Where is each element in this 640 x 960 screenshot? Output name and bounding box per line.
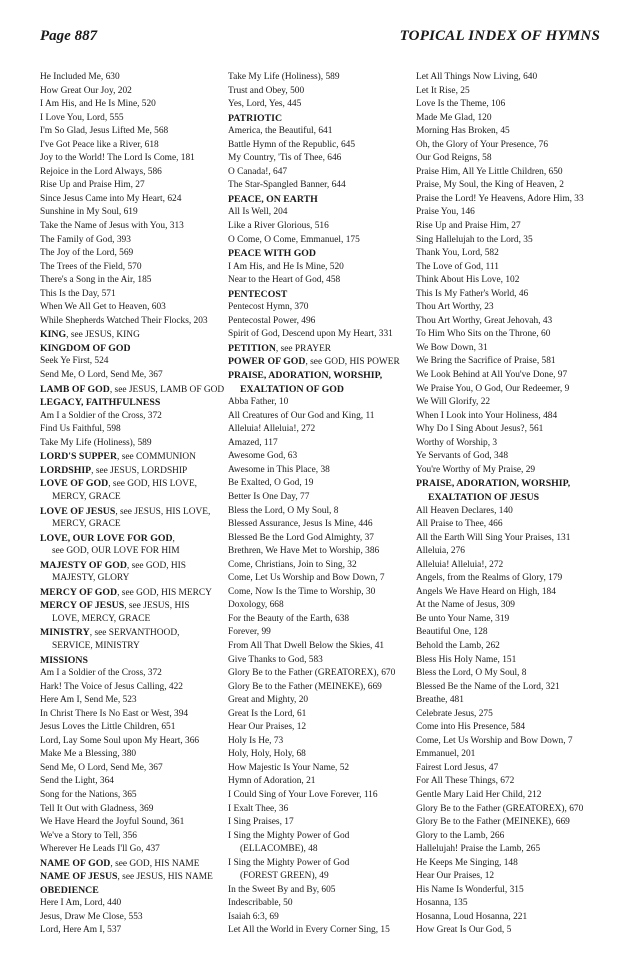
index-entry: Awesome God, 63 bbox=[228, 451, 298, 462]
index-entry: Alleluia, 276 bbox=[416, 546, 465, 557]
index-entry: Here I Am, Lord, 440 bbox=[40, 898, 122, 909]
topic-heading-text: MERCY OF GOD bbox=[40, 586, 118, 598]
index-entry: Lord, Lay Some Soul upon My Heart, 366 bbox=[40, 735, 200, 746]
index-entry: Give Thanks to God, 583 bbox=[228, 654, 323, 665]
index-entry: The Love of God, 111 bbox=[416, 261, 499, 272]
index-entry: Let All Things Now Living, 640 bbox=[416, 72, 538, 82]
index-entry: Amazed, 117 bbox=[228, 437, 278, 448]
topic-heading-text: PRAISE, ADORATION, WORSHIP, bbox=[228, 370, 383, 382]
topic-heading-text: LOVE OF JESUS bbox=[40, 505, 116, 517]
index-entry: Forever, 99 bbox=[228, 627, 271, 638]
index-entry: We Have Heard the Joyful Sound, 361 bbox=[40, 817, 185, 828]
index-entry: His Name Is Wonderful, 315 bbox=[416, 884, 524, 895]
index-entry: Hear Our Praises, 12 bbox=[228, 722, 307, 733]
topic-heading bbox=[40, 396, 228, 410]
index-entry: All Is Well, 204 bbox=[228, 207, 288, 218]
index-entry: Angels We Have Heard on High, 184 bbox=[416, 586, 556, 597]
index-entry: Sing Hallelujah to the Lord, 35 bbox=[416, 234, 533, 245]
index-entry: Behold the Lamb, 262 bbox=[416, 640, 500, 651]
index-entry: Praise You, 146 bbox=[416, 207, 475, 218]
index-entry: For All These Things, 672 bbox=[416, 776, 515, 787]
index-entry: The Family of God, 393 bbox=[40, 234, 131, 245]
index-entry: Blessed Be the Lord God Almighty, 37 bbox=[228, 532, 374, 543]
index-entry: Wherever He Leads I'll Go, 437 bbox=[40, 844, 160, 855]
index-entry: Morning Has Broken, 45 bbox=[416, 126, 510, 137]
topic-heading-text: PETITION bbox=[228, 342, 276, 354]
topic-heading-text: LORD'S SUPPER bbox=[40, 451, 118, 463]
index-entry: In Christ There Is No East or West, 394 bbox=[40, 708, 189, 719]
index-entry: Great and Mighty, 20 bbox=[228, 695, 309, 706]
topic-heading bbox=[416, 477, 610, 491]
cross-reference: , see GOD, HIS bbox=[126, 560, 187, 571]
index-entry-continuation: (ELLACOMBE), 48 bbox=[240, 844, 318, 855]
index-entry: I Could Sing of Your Love Forever, 116 bbox=[228, 789, 378, 800]
page-number: Page 887 bbox=[40, 28, 98, 44]
index-entry: I Am His, and He Is Mine, 520 bbox=[228, 261, 344, 272]
index-entry-continuation: MERCY, GRACE bbox=[52, 519, 121, 530]
topic-heading-text: LOVE OF GOD bbox=[40, 478, 109, 490]
index-entry: He Included Me, 630 bbox=[40, 72, 120, 82]
topic-heading-text: MAJESTY OF GOD bbox=[40, 559, 127, 571]
topic-heading bbox=[228, 112, 416, 126]
cross-reference: , bbox=[172, 533, 175, 544]
index-entry: Rise Up and Praise Him, 27 bbox=[40, 180, 145, 191]
index-entry: In the Sweet By and By, 605 bbox=[228, 884, 336, 895]
index-entry: The Trees of the Field, 570 bbox=[40, 261, 142, 272]
index-entry: Trust and Obey, 500 bbox=[228, 85, 305, 96]
index-entry: Pentecost Hymn, 370 bbox=[228, 302, 309, 313]
index-entry: Great Is the Lord, 61 bbox=[228, 708, 307, 719]
index-entry: Thou Art Worthy, Great Jehovah, 43 bbox=[416, 315, 553, 326]
cross-reference: , see JESUS, KING bbox=[66, 330, 140, 341]
index-entry: Take My Life (Holiness), 589 bbox=[228, 72, 340, 82]
index-entry: I Am His, and He Is Mine, 520 bbox=[40, 99, 156, 110]
index-entry: Take My Life (Holiness), 589 bbox=[40, 437, 152, 448]
index-entry: All Praise to Thee, 466 bbox=[416, 519, 503, 530]
index-entry: America, the Beautiful, 641 bbox=[228, 126, 333, 137]
topic-heading bbox=[40, 884, 228, 898]
index-entry: I'm So Glad, Jesus Lifted Me, 568 bbox=[40, 126, 169, 137]
page-header bbox=[40, 28, 600, 50]
index-entry: Rejoice in the Lord Always, 586 bbox=[40, 166, 162, 177]
cross-reference: , see JESUS, LORDSHIP bbox=[91, 465, 188, 476]
topic-heading-text: LORDSHIP bbox=[40, 464, 92, 476]
topic-heading bbox=[228, 247, 416, 261]
index-entry: How Great Our Joy, 202 bbox=[40, 85, 132, 96]
index-entry: Come, Let Us Worship and Bow Down, 7 bbox=[416, 735, 573, 746]
topic-heading bbox=[40, 654, 228, 668]
index-entry: There's a Song in the Air, 185 bbox=[40, 275, 152, 286]
index-entry: Hallelujah! Praise the Lamb, 265 bbox=[416, 844, 541, 855]
cross-reference: , see GOD, HIS LOVE, bbox=[108, 479, 198, 490]
index-entry: Send the Light, 364 bbox=[40, 776, 114, 787]
index-entry: I Sing Praises, 17 bbox=[228, 817, 294, 828]
topic-heading bbox=[40, 505, 228, 519]
topic-heading bbox=[40, 559, 228, 573]
index-entry-continuation: see GOD, OUR LOVE FOR HIM bbox=[52, 546, 180, 557]
index-entry: Beautiful One, 128 bbox=[416, 627, 488, 638]
topic-heading bbox=[40, 342, 228, 356]
index-entry: Come, Christians, Join to Sing, 32 bbox=[228, 559, 357, 570]
topic-heading bbox=[416, 491, 610, 505]
topic-heading bbox=[40, 383, 228, 397]
topic-heading-text: MINISTRY bbox=[40, 627, 90, 639]
topic-heading-text: MISSIONS bbox=[40, 654, 88, 666]
index-entry: I Exalt Thee, 36 bbox=[228, 803, 289, 814]
cross-reference: , see SERVANTHOOD, bbox=[89, 628, 180, 639]
index-entry: Jesus, Draw Me Close, 553 bbox=[40, 911, 143, 922]
topic-heading-text: EXALTATION OF GOD bbox=[240, 383, 344, 395]
index-entry: Hear Our Praises, 12 bbox=[416, 871, 495, 882]
cross-reference: , see GOD, HIS NAME bbox=[110, 858, 200, 869]
index-entry: Sunshine in My Soul, 619 bbox=[40, 207, 138, 218]
index-entry: Indescribable, 50 bbox=[228, 898, 293, 909]
page-title: TOPICAL INDEX OF HYMNS bbox=[399, 28, 600, 44]
topic-heading-text: NAME OF GOD bbox=[40, 857, 111, 869]
index-entry: Near to the Heart of God, 458 bbox=[228, 275, 341, 286]
index-entry: The Star-Spangled Banner, 644 bbox=[228, 180, 346, 191]
index-entry: Hark! The Voice of Jesus Calling, 422 bbox=[40, 681, 183, 692]
topic-heading-text: LOVE, OUR LOVE FOR GOD bbox=[40, 532, 173, 544]
index-entry: Jesus Loves the Little Children, 651 bbox=[40, 722, 176, 733]
index-entry: Brethren, We Have Met to Worship, 386 bbox=[228, 546, 380, 557]
index-entry: Better Is One Day, 77 bbox=[228, 491, 310, 502]
index-entry: For the Beauty of the Earth, 638 bbox=[228, 613, 350, 624]
index-entry: All Heaven Declares, 140 bbox=[416, 505, 513, 516]
topic-heading-text: PRAISE, ADORATION, WORSHIP, bbox=[416, 478, 571, 490]
index-entry: This Is the Day, 571 bbox=[40, 288, 116, 299]
topic-heading bbox=[40, 857, 228, 871]
index-entry-continuation: LOVE, MERCY, GRACE bbox=[52, 613, 151, 624]
index-entry: You're Worthy of My Praise, 29 bbox=[416, 464, 536, 475]
index-columns bbox=[40, 71, 610, 938]
index-entry: I Sing the Mighty Power of God bbox=[228, 830, 350, 841]
index-entry: We Bow Down, 31 bbox=[416, 342, 488, 353]
index-entry-continuation: MERCY, GRACE bbox=[52, 491, 121, 502]
index-entry: We Bring the Sacrifice of Praise, 581 bbox=[416, 356, 556, 367]
index-entry: Awesome in This Place, 38 bbox=[228, 464, 330, 475]
index-entry: To Him Who Sits on the Throne, 60 bbox=[416, 329, 551, 340]
index-entry: Bless the Lord, O My Soul, 8 bbox=[228, 505, 339, 516]
index-entry: Isaiah 6:3, 69 bbox=[228, 911, 279, 922]
index-entry: The Joy of the Lord, 569 bbox=[40, 248, 134, 259]
topic-heading bbox=[228, 369, 416, 383]
index-entry: Ye Servants of God, 348 bbox=[416, 451, 509, 462]
index-entry: Abba Father, 10 bbox=[228, 397, 289, 408]
index-entry: O Come, O Come, Emmanuel, 175 bbox=[228, 234, 360, 245]
index-entry: Come, Now Is the Time to Worship, 30 bbox=[228, 586, 376, 597]
index-entry: Fairest Lord Jesus, 47 bbox=[416, 762, 499, 773]
cross-reference: , see GOD, HIS MERCY bbox=[117, 587, 212, 598]
index-entry: Take the Name of Jesus with You, 313 bbox=[40, 221, 184, 232]
index-entry: Thou Art Worthy, 23 bbox=[416, 302, 494, 313]
index-entry: We've a Story to Tell, 356 bbox=[40, 830, 137, 841]
topic-heading bbox=[40, 532, 228, 546]
index-entry: Find Us Faithful, 598 bbox=[40, 424, 121, 435]
index-entry: Tell It Out with Gladness, 369 bbox=[40, 803, 154, 814]
index-entry: From All That Dwell Below the Skies, 41 bbox=[228, 640, 385, 651]
topic-heading-text: MERCY OF JESUS bbox=[40, 600, 125, 612]
index-entry: Be unto Your Name, 319 bbox=[416, 613, 510, 624]
topic-heading-text: PEACE WITH GOD bbox=[228, 248, 317, 260]
index-entry: Come, Let Us Worship and Bow Down, 7 bbox=[228, 573, 385, 584]
topic-heading bbox=[40, 450, 228, 464]
index-entry: Song for the Nations, 365 bbox=[40, 789, 137, 800]
topic-heading-text: KINGDOM OF GOD bbox=[40, 342, 131, 354]
index-entry: Glory Be to the Father (GREATOREX), 670 bbox=[228, 668, 396, 679]
index-entry: How Majestic Is Your Name, 52 bbox=[228, 762, 350, 773]
index-entry: O Canada!, 647 bbox=[228, 166, 288, 177]
cross-reference: , see JESUS, HIS bbox=[124, 601, 190, 612]
cross-reference: , see JESUS, LAMB OF GOD bbox=[109, 384, 225, 395]
index-entry: Joy to the World! The Lord Is Come, 181 bbox=[40, 153, 195, 164]
index-entry: Made Me Glad, 120 bbox=[416, 112, 492, 123]
index-entry: When I Look into Your Holiness, 484 bbox=[416, 410, 558, 421]
index-entry: Am I a Soldier of the Cross, 372 bbox=[40, 668, 162, 679]
index-entry: Battle Hymn of the Republic, 645 bbox=[228, 139, 356, 150]
topic-heading bbox=[40, 464, 228, 478]
topic-heading-text: LEGACY, FAITHFULNESS bbox=[40, 397, 161, 409]
index-entry: I've Got Peace like a River, 618 bbox=[40, 139, 159, 150]
index-entry: Let All the World in Every Corner Sing, 15 bbox=[228, 925, 390, 936]
index-entry: Gentle Mary Laid Her Child, 212 bbox=[416, 789, 542, 800]
topic-heading bbox=[228, 383, 416, 397]
index-entry: Hymn of Adoration, 21 bbox=[228, 776, 316, 787]
index-entry: Praise Him, All Ye Little Children, 650 bbox=[416, 166, 563, 177]
topic-heading-text: NAME OF JESUS bbox=[40, 871, 118, 883]
index-column-1 bbox=[40, 71, 228, 938]
index-entry: Let It Rise, 25 bbox=[416, 85, 470, 96]
index-entry: Blessed Assurance, Jesus Is Mine, 446 bbox=[228, 519, 373, 530]
topic-heading-text: LAMB OF GOD bbox=[40, 383, 110, 395]
topic-heading-text: EXALTATION OF JESUS bbox=[428, 491, 540, 503]
index-entry: I Love You, Lord, 555 bbox=[40, 112, 124, 123]
cross-reference: , see JESUS, HIS NAME bbox=[117, 872, 213, 883]
index-entry: Glory Be to the Father (MEINEKE), 669 bbox=[228, 681, 382, 692]
cross-reference: , see PRAYER bbox=[275, 343, 332, 354]
index-entry: Holy Is He, 73 bbox=[228, 735, 284, 746]
index-entry: Here Am I, Send Me, 523 bbox=[40, 695, 137, 706]
index-entry-continuation: SERVICE, MINISTRY bbox=[52, 640, 140, 651]
index-entry: Doxology, 668 bbox=[228, 600, 284, 611]
cross-reference: , see JESUS, HIS LOVE, bbox=[115, 506, 211, 517]
index-entry: Lord, Here Am I, 537 bbox=[40, 925, 122, 936]
index-entry: Like a River Glorious, 516 bbox=[228, 221, 329, 232]
index-entry: Praise, My Soul, the King of Heaven, 2 bbox=[416, 180, 564, 191]
index-entry: Glory to the Lamb, 266 bbox=[416, 830, 505, 841]
topic-heading-text: KING bbox=[40, 329, 67, 341]
index-entry: Hosanna, Loud Hosanna, 221 bbox=[416, 911, 528, 922]
index-entry: Since Jesus Came into My Heart, 624 bbox=[40, 193, 182, 204]
topic-heading bbox=[40, 870, 228, 884]
index-column-2 bbox=[228, 71, 416, 938]
cross-reference: , see COMMUNION bbox=[117, 452, 196, 463]
cross-reference: , see GOD, HIS POWER bbox=[305, 357, 400, 368]
index-entry-continuation: (FOREST GREEN), 49 bbox=[240, 871, 329, 882]
topic-heading bbox=[40, 477, 228, 491]
index-entry: All Creatures of Our God and King, 11 bbox=[228, 410, 375, 421]
index-entry: Oh, the Glory of Your Presence, 76 bbox=[416, 139, 549, 150]
index-entry-continuation: MAJESTY, GLORY bbox=[52, 573, 130, 584]
topic-heading-text: POWER OF GOD bbox=[228, 356, 306, 368]
index-entry: Glory Be to the Father (MEINEKE), 669 bbox=[416, 817, 570, 828]
index-entry: Spirit of God, Descend upon My Heart, 331 bbox=[228, 329, 393, 340]
index-entry: Think About His Love, 102 bbox=[416, 275, 520, 286]
index-entry: Why Do I Sing About Jesus?, 561 bbox=[416, 424, 544, 435]
index-entry: How Great Is Our God, 5 bbox=[416, 925, 512, 936]
topic-heading bbox=[40, 586, 228, 600]
index-entry: Glory Be to the Father (GREATOREX), 670 bbox=[416, 803, 584, 814]
index-entry: We Praise You, O God, Our Redeemer, 9 bbox=[416, 383, 570, 394]
topic-heading-text: OBEDIENCE bbox=[40, 884, 99, 896]
index-entry: I Sing the Mighty Power of God bbox=[228, 857, 350, 868]
topic-heading bbox=[40, 599, 228, 613]
index-entry: Rise Up and Praise Him, 27 bbox=[416, 221, 521, 232]
index-entry: Hosanna, 135 bbox=[416, 898, 468, 909]
index-entry: Send Me, O Lord, Send Me, 367 bbox=[40, 762, 163, 773]
index-entry: Thank You, Lord, 582 bbox=[416, 248, 499, 259]
index-entry: Alleluia! Alleluia!, 272 bbox=[228, 424, 316, 435]
topic-heading-text: PEACE, ON EARTH bbox=[228, 193, 318, 205]
index-entry: Make Me a Blessing, 380 bbox=[40, 749, 137, 760]
index-entry: Praise the Lord! Ye Heavens, Adore Him, 33 bbox=[416, 193, 584, 204]
topic-heading-text: PENTECOST bbox=[228, 288, 288, 300]
topic-heading bbox=[228, 342, 416, 356]
index-entry: While Shepherds Watched Their Flocks, 203 bbox=[40, 315, 208, 326]
index-entry: Send Me, O Lord, Send Me, 367 bbox=[40, 370, 163, 381]
index-entry: Love Is the Theme, 106 bbox=[416, 99, 506, 110]
index-entry: Bless the Lord, O My Soul, 8 bbox=[416, 668, 527, 679]
index-entry: At the Name of Jesus, 309 bbox=[416, 600, 515, 611]
index-entry: Our God Reigns, 58 bbox=[416, 153, 492, 164]
index-entry: Pentecostal Power, 496 bbox=[228, 315, 316, 326]
index-entry: Holy, Holy, Holy, 68 bbox=[228, 749, 306, 760]
index-entry: All the Earth Will Sing Your Praises, 131 bbox=[416, 532, 571, 543]
index-entry: Angels, from the Realms of Glory, 179 bbox=[416, 573, 563, 584]
index-entry: We Look Behind at All You've Done, 97 bbox=[416, 370, 568, 381]
index-entry: Seek Ye First, 524 bbox=[40, 356, 109, 367]
topic-heading bbox=[228, 355, 416, 369]
index-entry: Celebrate Jesus, 275 bbox=[416, 708, 493, 719]
index-entry: Come into His Presence, 584 bbox=[416, 722, 526, 733]
index-entry: We Will Glorify, 22 bbox=[416, 397, 491, 408]
index-entry: Blessed Be the Name of the Lord, 321 bbox=[416, 681, 560, 692]
topic-heading bbox=[228, 288, 416, 302]
index-entry: Alleluia! Alleluia!, 272 bbox=[416, 559, 504, 570]
index-entry: Be Exalted, O God, 19 bbox=[228, 478, 314, 489]
index-entry: This Is My Father's World, 46 bbox=[416, 288, 529, 299]
index-entry: Yes, Lord, Yes, 445 bbox=[228, 99, 302, 110]
index-entry: Am I a Soldier of the Cross, 372 bbox=[40, 410, 162, 421]
topic-heading bbox=[40, 626, 228, 640]
index-entry: He Keeps Me Singing, 148 bbox=[416, 857, 518, 868]
index-entry: Bless His Holy Name, 151 bbox=[416, 654, 517, 665]
index-entry: Worthy of Worship, 3 bbox=[416, 437, 498, 448]
index-entry: When We All Get to Heaven, 603 bbox=[40, 302, 166, 313]
index-entry: My Country, 'Tis of Thee, 646 bbox=[228, 153, 342, 164]
topic-heading-text: PATRIOTIC bbox=[228, 112, 283, 124]
index-column-3 bbox=[416, 71, 610, 938]
index-entry: Emmanuel, 201 bbox=[416, 749, 476, 760]
topic-heading bbox=[228, 193, 416, 207]
topic-heading bbox=[40, 328, 228, 342]
index-entry: Breathe, 481 bbox=[416, 695, 464, 706]
